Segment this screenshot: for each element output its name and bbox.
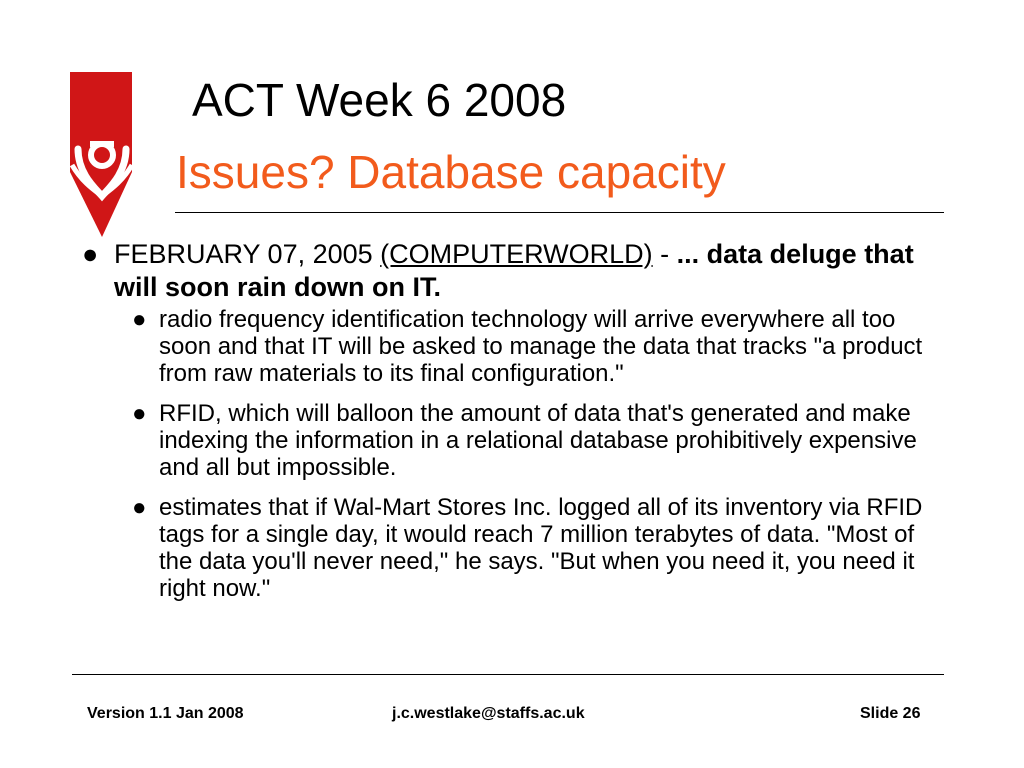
footer-email: j.c.westlake@staffs.ac.uk <box>392 705 585 722</box>
sub-bullet-text: radio frequency identification technology will arrive everywhere all too soon and that IT will be asked to manage the data that tracks "a product from raw materials to its final configuration." <box>159 306 923 387</box>
footer-divider <box>72 674 944 675</box>
slide-body <box>82 238 944 615</box>
footer-version: Version 1.1 Jan 2008 <box>87 705 244 722</box>
sub-bullet-rfid-data-growth <box>132 400 949 481</box>
slide-subtitle: Issues? Database capacity <box>176 146 726 198</box>
article-headline: ... data deluge that will soon rain down on IT. <box>114 239 914 302</box>
title-divider <box>175 212 944 213</box>
sub-bullet-text: estimates that if Wal-Mart Stores Inc. logged all of its inventory via RFID tags for a single day, it would reach 7 million terabytes of data. "Most of the data you'll never need," he says. "But when you need it, you need it right now." <box>159 494 923 602</box>
separator: - <box>652 239 677 269</box>
bullet-dot-icon: ● <box>132 494 147 521</box>
footer-slide-number: Slide 26 <box>860 705 921 722</box>
article-date: FEBRUARY 07, 2005 <box>114 239 381 269</box>
computerworld-link[interactable]: (COMPUTERWORLD) <box>380 239 653 269</box>
staffordshire-knot-shield-icon <box>64 72 140 237</box>
sub-bullet-rfid-arrival <box>132 306 949 387</box>
sub-bullet-list <box>82 306 944 602</box>
sub-bullet-walmart-estimate <box>132 494 949 602</box>
sub-bullet-text: RFID, which will balloon the amount of data that's generated and make indexing the information in a relational database prohibitively expensive and all but impossible. <box>159 400 917 481</box>
main-bullet <box>82 238 944 304</box>
slide-title: ACT Week 6 2008 <box>192 74 567 126</box>
bullet-dot-icon: ● <box>132 306 147 333</box>
bullet-dot-icon: ● <box>82 239 99 269</box>
bullet-dot-icon: ● <box>132 400 147 427</box>
